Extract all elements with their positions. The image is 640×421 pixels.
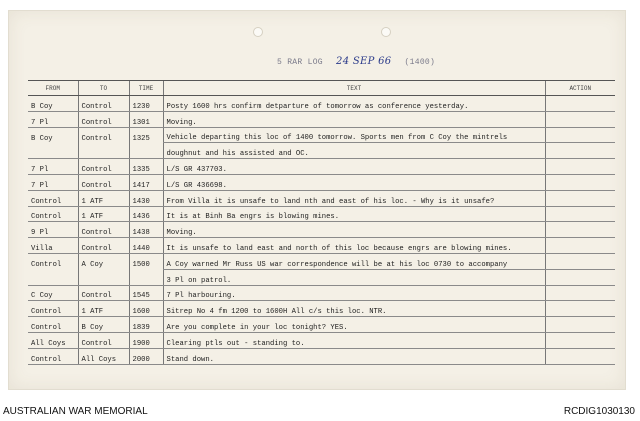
unit-label: 5 RAR LOG bbox=[277, 58, 323, 67]
cell-from: Control bbox=[31, 261, 62, 270]
log-header bbox=[277, 56, 435, 67]
table-row bbox=[28, 127, 615, 143]
cell-time: 1436 bbox=[129, 206, 163, 222]
table-header-row bbox=[28, 81, 615, 96]
cell-to: Control bbox=[78, 159, 129, 175]
table-row bbox=[28, 222, 615, 238]
cell-to: A Coy bbox=[78, 253, 129, 269]
cell-text: Clearing ptls out - standing to. bbox=[163, 332, 545, 348]
cell-text: 3 Pl on patrol. bbox=[163, 269, 545, 285]
cell-time: 1301 bbox=[129, 111, 163, 127]
cell-from: Villa bbox=[28, 238, 78, 254]
table-row bbox=[28, 285, 615, 301]
cell-to: 1 ATF bbox=[78, 301, 129, 317]
table-row bbox=[28, 174, 615, 190]
cell-text: 7 Pl harbouring. bbox=[163, 285, 545, 301]
cell-from: Control bbox=[28, 317, 78, 333]
cell-text: It is unsafe to land east and north of this loc because engrs are blowing mines. bbox=[163, 238, 545, 254]
cell-from: Control bbox=[28, 190, 78, 206]
cell-to: Control bbox=[78, 285, 129, 301]
cell-to: 1 ATF bbox=[78, 206, 129, 222]
cell-action bbox=[545, 174, 615, 190]
table-row bbox=[28, 96, 615, 112]
cell-to bbox=[78, 143, 129, 159]
cell-from: Control bbox=[28, 206, 78, 222]
table-row bbox=[28, 159, 615, 175]
cell-to: B Coy bbox=[78, 317, 129, 333]
cell-action bbox=[545, 143, 615, 159]
cell-from bbox=[28, 143, 78, 159]
cell-action bbox=[545, 127, 615, 143]
cell-to: Control bbox=[78, 96, 129, 112]
cell-from: 7 Pl bbox=[28, 174, 78, 190]
punch-hole-left bbox=[253, 27, 263, 37]
cell-time bbox=[129, 143, 163, 159]
cell-action bbox=[545, 96, 615, 112]
cell-time: 1545 bbox=[129, 285, 163, 301]
cell-text: From Villa it is unsafe to land nth and east of his loc. - Why is it unsafe? bbox=[163, 190, 545, 206]
cell-from: B Coy bbox=[28, 96, 78, 112]
cell-from: All Coys bbox=[28, 332, 78, 348]
cell-action bbox=[545, 269, 615, 285]
table-row bbox=[28, 238, 615, 254]
log-table bbox=[28, 80, 615, 365]
cell-from: 7 Pl bbox=[28, 159, 78, 175]
cell-text: L/S GR 437703. bbox=[163, 159, 545, 175]
cell-action bbox=[545, 238, 615, 254]
cell-text: Moving. bbox=[163, 111, 545, 127]
record-id: RCDIG1030130 bbox=[563, 406, 635, 417]
cell-action bbox=[545, 301, 615, 317]
col-header-from: FROM bbox=[28, 81, 78, 96]
cell-to: Control bbox=[78, 238, 129, 254]
table-row bbox=[28, 190, 615, 206]
log-body bbox=[28, 96, 615, 365]
archive-name: AUSTRALIAN WAR MEMORIAL bbox=[3, 406, 148, 417]
cell-action bbox=[545, 159, 615, 175]
cell-time bbox=[129, 269, 163, 285]
col-header-to: TO bbox=[78, 81, 129, 96]
col-header-action: ACTION bbox=[545, 81, 615, 96]
cell-action bbox=[545, 222, 615, 238]
cell-text: Sitrep No 4 fm 1200 to 1600H All c/s this loc. NTR. bbox=[163, 301, 545, 317]
table-row bbox=[28, 269, 615, 285]
cell-from: Control bbox=[28, 348, 78, 364]
cell-from: C Coy bbox=[28, 285, 78, 301]
cell-action bbox=[545, 348, 615, 364]
cell-from bbox=[28, 269, 78, 285]
cell-from: Control bbox=[28, 301, 78, 317]
cell-from: 7 Pl bbox=[28, 111, 78, 127]
cell-time: 1440 bbox=[129, 238, 163, 254]
cell-from: B Coy bbox=[31, 134, 53, 143]
cell-to: All Coys bbox=[78, 348, 129, 364]
cell-time: 1335 bbox=[129, 159, 163, 175]
table-row bbox=[28, 206, 615, 222]
cell-time: 1417 bbox=[129, 174, 163, 190]
cell-text: It is at Binh Ba engrs is blowing mines. bbox=[163, 206, 545, 222]
table-row bbox=[28, 143, 615, 159]
cell-to bbox=[78, 269, 129, 285]
punch-hole-right bbox=[381, 27, 391, 37]
cell-time: 1325 bbox=[129, 127, 163, 143]
cell-from: 9 Pl bbox=[28, 222, 78, 238]
cell-time: 1500 bbox=[129, 253, 163, 269]
cell-text: Stand down. bbox=[163, 348, 545, 364]
col-header-text: TEXT bbox=[163, 81, 545, 96]
table-row bbox=[28, 253, 615, 269]
cell-time: 1230 bbox=[129, 96, 163, 112]
table-row bbox=[28, 317, 615, 333]
cell-text: Moving. bbox=[163, 222, 545, 238]
table-row bbox=[28, 348, 615, 364]
cell-to: Control bbox=[78, 111, 129, 127]
cell-action bbox=[545, 190, 615, 206]
cell-action bbox=[545, 332, 615, 348]
cell-action bbox=[545, 111, 615, 127]
cell-time: 1430 bbox=[129, 190, 163, 206]
cell-text: A Coy warned Mr Russ US war correspondence will be at his loc 0730 to accompany bbox=[163, 253, 545, 269]
cell-time: 1600 bbox=[129, 301, 163, 317]
cell-time: 1839 bbox=[129, 317, 163, 333]
sheet-ref: (1400) bbox=[404, 58, 436, 67]
cell-to: 1 ATF bbox=[78, 190, 129, 206]
cell-text: Vehicle departing this loc of 1400 tomorrow. Sports men from C Coy the mintrels bbox=[163, 127, 545, 143]
cell-text: L/S GR 436698. bbox=[163, 174, 545, 190]
cell-to: Control bbox=[78, 127, 129, 143]
cell-time: 1900 bbox=[129, 332, 163, 348]
log-date: 24 SEP 66 bbox=[336, 56, 392, 67]
cell-to: Control bbox=[78, 332, 129, 348]
archive-footer bbox=[0, 402, 640, 421]
table-row bbox=[28, 111, 615, 127]
col-header-time: TIME bbox=[129, 81, 163, 96]
cell-action bbox=[545, 317, 615, 333]
cell-text: Posty 1600 hrs confirm detparture of tomorrow as conference yesterday. bbox=[163, 96, 545, 112]
table-row bbox=[28, 332, 615, 348]
cell-time: 2000 bbox=[129, 348, 163, 364]
cell-text: doughnut and his assisted and OC. bbox=[163, 143, 545, 159]
cell-action bbox=[545, 253, 615, 269]
cell-to: Control bbox=[78, 222, 129, 238]
cell-time: 1438 bbox=[129, 222, 163, 238]
cell-text: Are you complete in your loc tonight? YES. bbox=[163, 317, 545, 333]
cell-action bbox=[545, 206, 615, 222]
table-row bbox=[28, 301, 615, 317]
cell-action bbox=[545, 285, 615, 301]
cell-to: Control bbox=[78, 174, 129, 190]
